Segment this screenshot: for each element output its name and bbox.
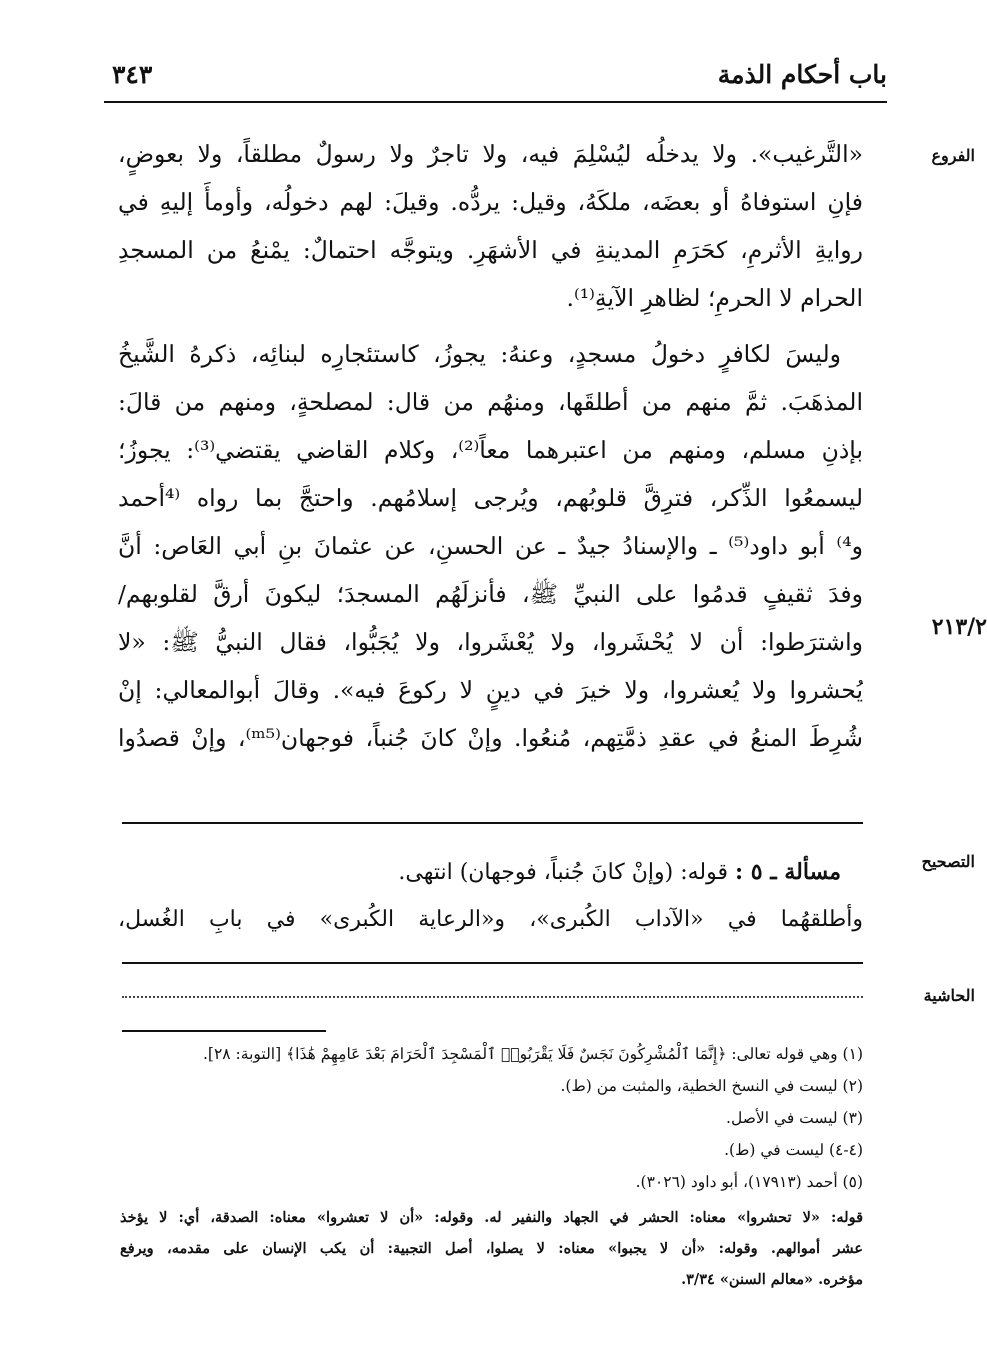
page-number: ٣٤٣: [112, 60, 153, 89]
side-label-hashiya: الحاشية: [923, 986, 975, 1005]
text-line: المذهَبَ. ثمَّ منهم من أطلقَها، ومنهُم من قال: لمصلحةٍ، ومنهم من قالَ:: [118, 388, 863, 416]
side-label-furu: الفروع: [931, 146, 975, 165]
footnote-item: (٢) ليست في النسخ الخطية، والمثبت من (ط).: [560, 1077, 863, 1095]
hashiya-dotted-line: [122, 996, 863, 998]
text-line: روايةِ الأثرمِ، كحَرَمِ المدينةِ في الأشهَرِ. ويتوجَّه احتمالٌ: يمْنعُ من المسجدِ: [118, 236, 863, 264]
text-line: ليسمعُوا الذِّكر، فترِقَّ قلوبُهم، ويُرجى إسلامُهم. واحتجَّ بما رواه ⁽⁴أحمد: [118, 484, 863, 512]
footnote-item: (٤-٤) ليست في (ط).: [724, 1141, 863, 1159]
footnotes-block: [120, 1038, 863, 1295]
issue-text: قوله: (وإنْ كانَ جُنباً، فوجهان) انتهى.: [398, 860, 729, 885]
text-line: وفدَ ثقيفٍ قدمُوا على النبيِّ ﷺ، فأنزلَهُم المسجدَ؛ ليكونَ أرقَّ لقلوبهم/: [118, 580, 863, 608]
text-line: وليسَ لكافرٍ دخولُ مسجدٍ، وعنهُ: يجوزُ، كاستئجارِه لبنائِه، ذكرهُ الشَّيخُ: [118, 340, 841, 368]
text-line: شُرِطَ المنعُ في عقدِ ذمَّتِهم، مُنعُوا. وإنْ كانَ جُنباً، فوجهان⁽ᵐ⁵⁾، وإنْ قصدُوا: [118, 724, 863, 752]
footnote-explanation: [120, 1202, 863, 1295]
text-line: و⁴⁾ أبو داود⁽⁵⁾ ـ والإسنادُ جيدٌ ـ عن الحسنِ، عن عثمانَ بنِ أبي العَاص: أنَّ: [118, 532, 863, 560]
tashih-line: [118, 848, 863, 896]
explanation-line: عشر أموالهم. وقوله: «أن لا يجبوا» معناه: لا يصلوا، أصل التجبية: أن يكب الإنسان على مقدمه، ويرفع: [120, 1240, 863, 1257]
main-text-block: [118, 130, 863, 762]
footnote-item: (٥) أحمد (١٧٩١٣)، أبو داود (٣٠٢٦).: [635, 1173, 863, 1191]
footnote-item: (٣) ليست في الأصل.: [726, 1109, 863, 1127]
text-line: يُحشروا ولا يُعشروا، ولا خيرَ في دينٍ لا ركوعَ فيه». وقالَ أبوالمعالي: إنْ: [118, 676, 863, 704]
explanation-line: قوله: «لا تحشروا» معناه: الحشر في الجهاد والنفير له. وقوله: «أن لا تعشروا» معناه: الصدقة، أي: لا يؤخذ: [120, 1209, 863, 1226]
tashih-block: [118, 848, 863, 944]
running-header-title: باب أحكام الذمة: [717, 60, 887, 89]
footnote-item: (١) وهي قوله تعالى: ﴿إِنَّمَا ٱلْمُشْرِكُونَ نَجَسٌ فَلَا يَقْرَبُوا۟ ٱلْمَسْجِدَ ٱلْحَرَامَ بَعْدَ عَامِهِمْ هَٰذَا﴾ [التوبة: ٢٨].: [202, 1045, 863, 1063]
side-reference: ٢١٣/٢: [931, 614, 987, 640]
tashih-separator: [122, 962, 863, 964]
text-line: «التَّرغيب». ولا يدخلُه ليُسْلِمَ فيه، ولا تاجرٌ ولا رسولٌ مطلقاً، ولا بعوضٍ،: [118, 140, 863, 168]
text-line: بإذنِ مسلم، ومنهم من اعتبرهما معاً⁽²⁾، وكلام القاضي يقتضي⁽³⁾: يجوزُ؛: [118, 436, 863, 464]
main-text-separator: [122, 822, 863, 824]
header-rule: [104, 101, 887, 103]
text-line: الحرام لا الحرمِ؛ لظاهرِ الآيةِ⁽¹⁾.: [566, 284, 863, 312]
issue-heading: مسألة ـ ٥ :: [735, 859, 841, 885]
explanation-line: مؤخره. «معالم السنن» ٣/٣٤.: [681, 1271, 863, 1288]
text-line: واشترَطوا: أن لا يُحْشَروا، ولا يُعْشَروا، ولا يُجَبُّوا، فقال النبيُّ ﷺ: «لا: [118, 628, 863, 656]
footnote-rule: [122, 1030, 326, 1032]
tashih-line: وأطلقهُما في «الآداب الكُبرى»، و«الرعاية الكُبرى» في بابِ الغُسل،: [118, 907, 863, 932]
text-line: فإنِ استوفاهُ أو بعضَه، ملكَهُ، وقيل: يردُّه. وقيلَ: لهم دخولُه، وأومأَ إليهِ في: [118, 188, 863, 216]
side-label-tashih: التصحيح: [921, 852, 975, 871]
